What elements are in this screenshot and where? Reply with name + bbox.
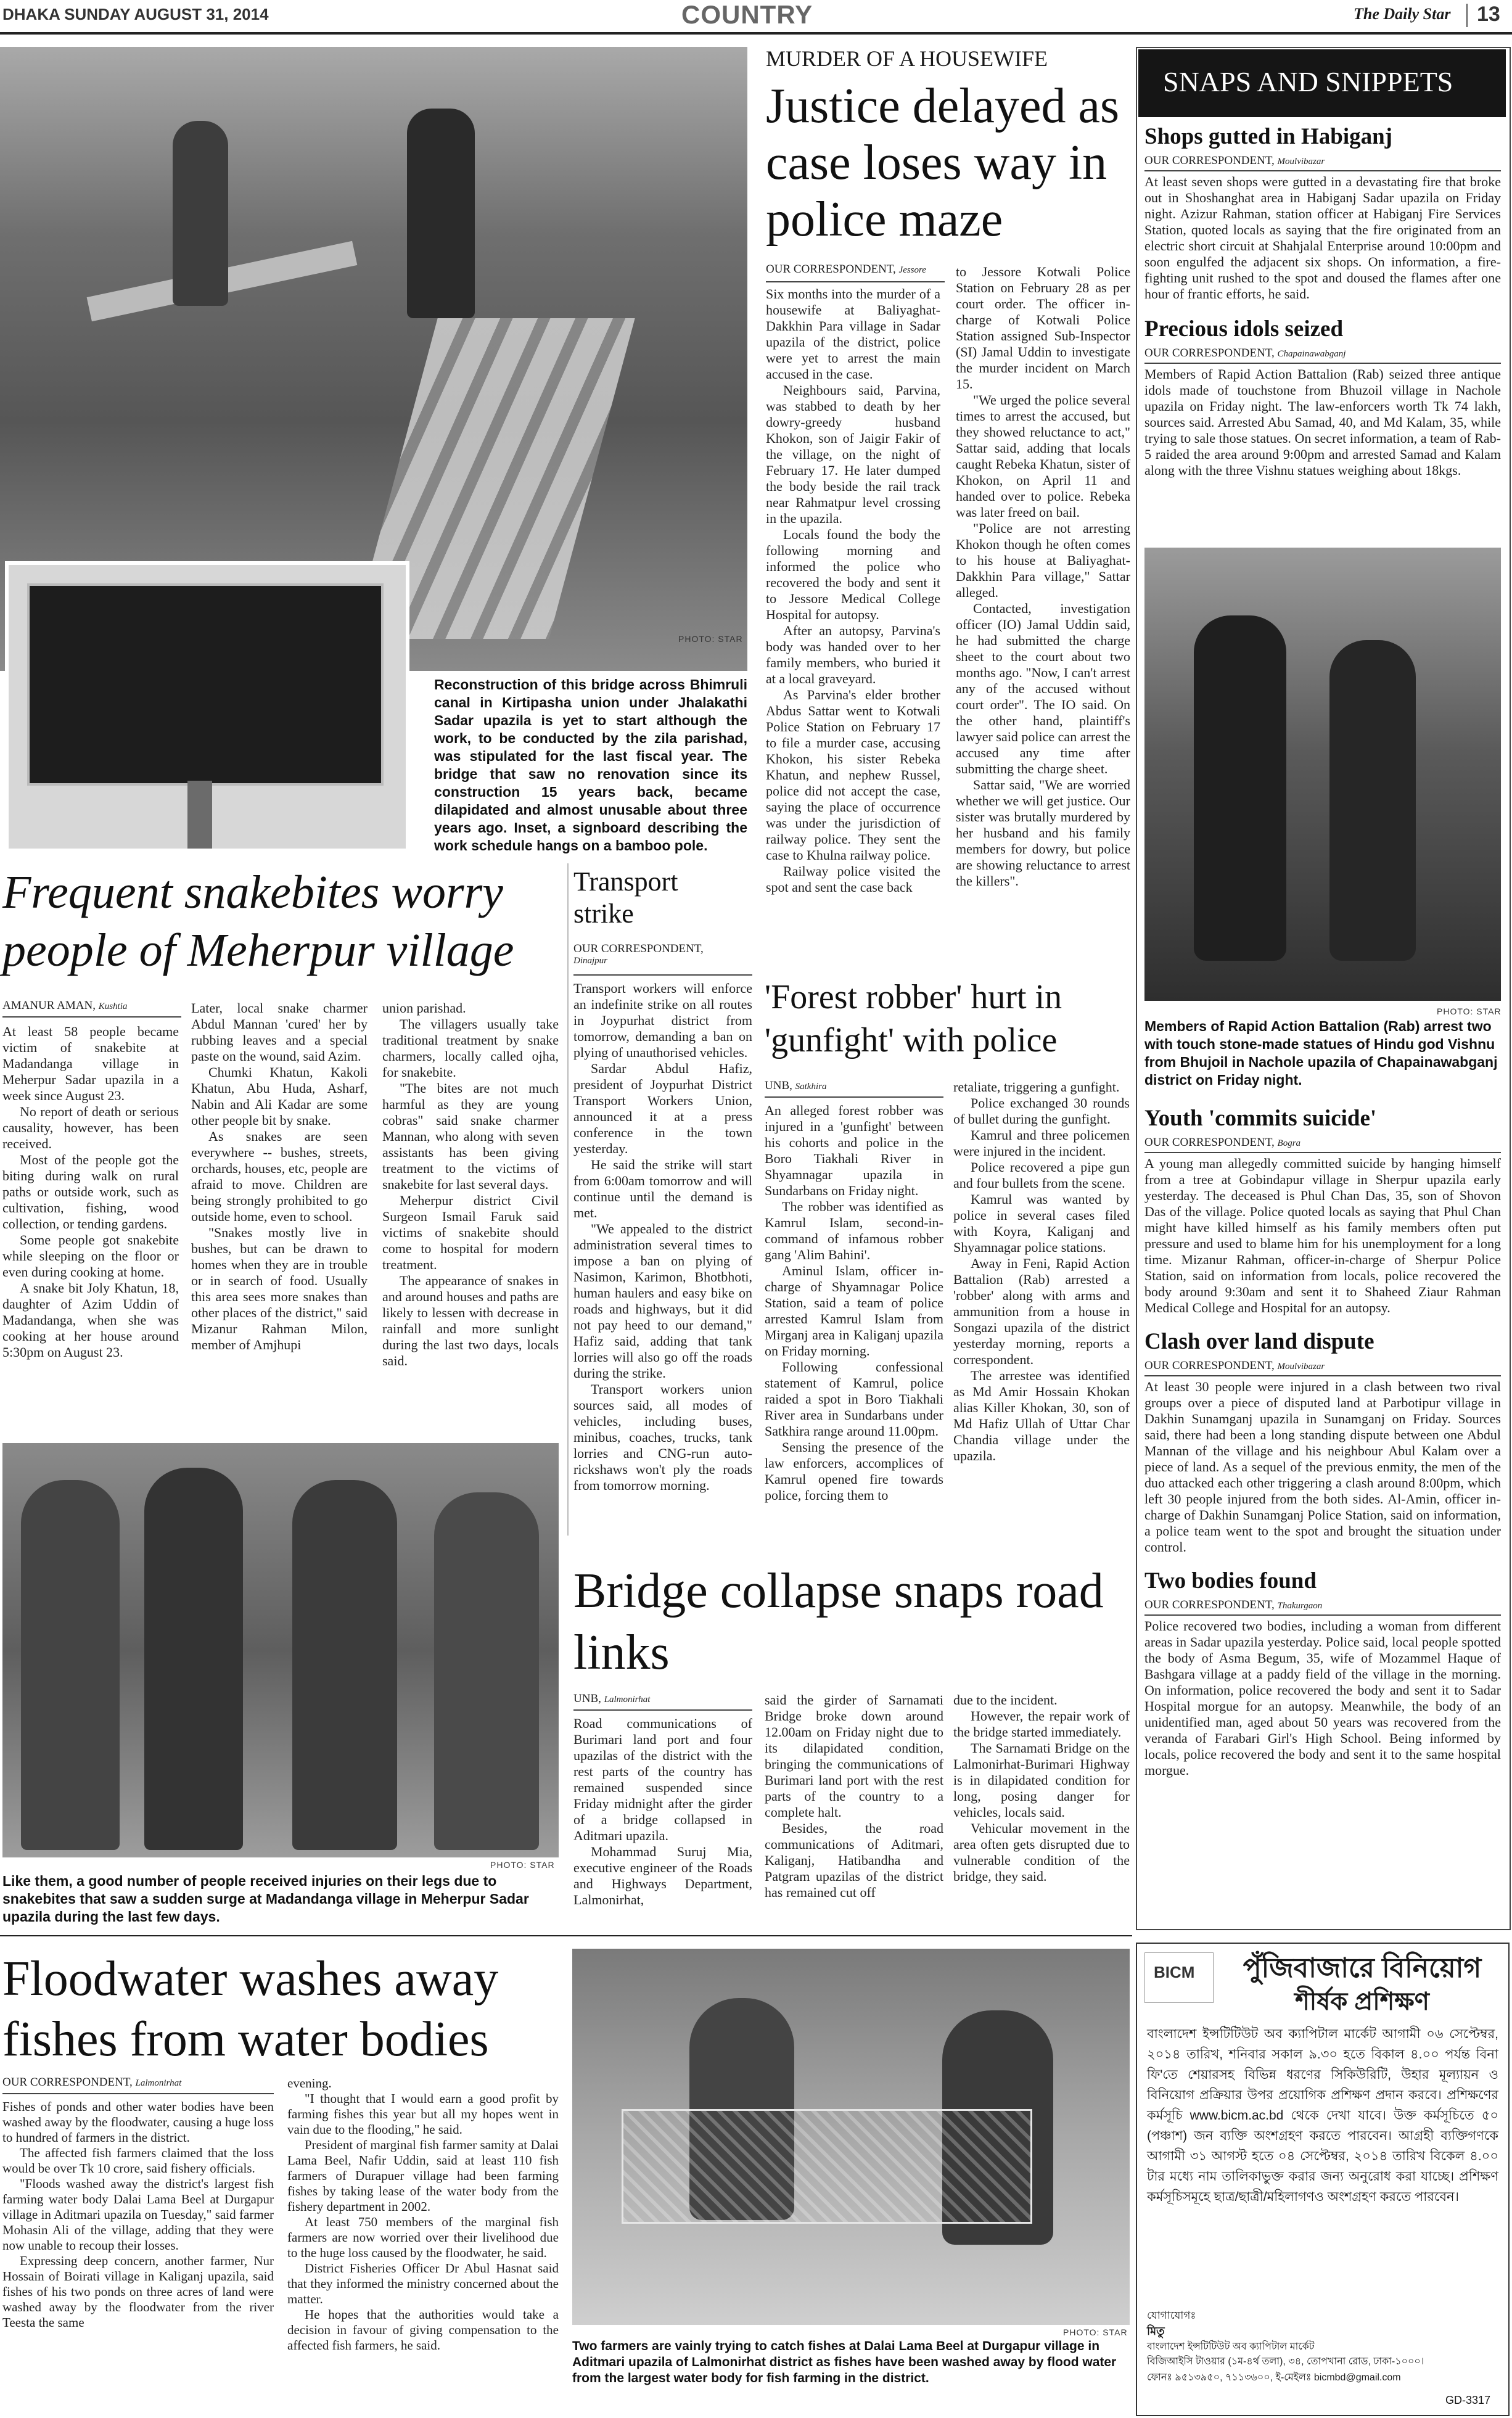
ad-contact-name: মিতু (1147, 2325, 1165, 2337)
ad-contact-address: বাংলাদেশ ইন্সটিটিউট অব ক্যাপিটাল মার্কেট (1147, 2342, 1315, 2352)
page-number: 13 (1477, 2, 1500, 26)
paragraph: The villagers usually take traditional treatment by snake charmers, locally called ojha, for snakebite. (382, 1016, 559, 1080)
bicm-ad (1136, 1943, 1510, 2416)
idols-photo-caption: Members of Rapid Action Battalion (Rab) arrest two with touch stone-made statues of Hindu god Vishnu from Bhujoil in Nachole upazila of Chapainawabganj district on Friday night. (1144, 1018, 1498, 1088)
byline-place: Moulvibazar (1277, 1362, 1325, 1371)
ad-title-1: পুঁজিবাজারে বিনিয়োগ (1243, 1953, 1482, 1983)
paragraph: District Fisheries Officer Dr Abul Hasnat said that they informed the ministry concerned about the matter. (287, 2261, 559, 2306)
figure-boy (173, 121, 228, 306)
byline-place: Thakurgaon (1277, 1601, 1323, 1611)
forest-byline (765, 1079, 826, 1093)
flood-photo-credit: PHOTO: STAR (1063, 2327, 1128, 2337)
snakebite-byline-rule (2, 1016, 181, 1018)
paragraph: However, the repair work of the bridge started immediately. (953, 1708, 1130, 1740)
transport-byline (573, 942, 752, 966)
snaps-banner (1138, 49, 1506, 117)
ad-contact-phone: ফোনঃ ৯৫১৩৯৫০, ৭১১৩৬০০, ই-মেইলঃ bicmbd@gmail.com (1147, 2372, 1401, 2383)
snippet-text: At least seven shops were gutted in a devastating fire that broke out in Shoshanghat area in Habiganj Sadar upazila on Friday night. Azizur Rahman, station officer at Habiganj Fire Services Station, quoted locals as saying that the fire originated from an electric short circuit at Shahjalal Enterprise around 10:00pm and soon engulfed the adjacent six shops. On information, a fire-fighting unit rushed to the spot and doused the flames after one hour of frantic efforts, he said. (1144, 174, 1501, 302)
forest-byline-rule (765, 1096, 943, 1098)
byline-name: OUR CORRESPONDENT, (766, 263, 896, 276)
idols-photo (1144, 548, 1501, 1001)
murder-byline (766, 263, 926, 276)
paragraph: After an autopsy, Parvina's body was handed over to her family members, who buried it at a local graveyard. (766, 623, 940, 686)
snippet-text: A young man allegedly committed suicide by hanging himself from a tree at Gobindapur village in Sherpur upazila early yesterday. The deceased is Phul Chan Das, 35, son of Shovon Das of the village. Police quoted locals as saying that Phul Chan might have killed himself as his family members often put pressure and used to blame him for his unemployment for a long time. Mizanur Rahman, officer-in-charge of Sherpur Police Station, said on information from locals, police recovered the body around 9:30am and sent it to Shaheed Ziaur Rahman Medical College and Hospital for an autopsy. (1144, 1156, 1501, 1315)
snippet-byline (1144, 1359, 1501, 1373)
byline-name: OUR CORRESPONDENT, (1144, 1598, 1275, 1611)
paragraph: "We urged the police several times to arrest the accused, but they showed reluctance to act," Sattar said, adding that locals caught Rebeka Khatun, sister of Khokon, on April 11 and handed over to police. Rebeka was later freed on bail. (956, 392, 1130, 520)
byline-place: Moulvibazar (1277, 157, 1325, 167)
byline-place: Satkhira (795, 1082, 827, 1092)
byline-name: OUR CORRESPONDENT, (2, 2076, 133, 2089)
paragraph: Kamrul and three policemen were injured in the incident. (953, 1127, 1130, 1159)
paragraph: Besides, the road communications of Aditmari, Kaliganj, Hatibandha and Patgram upazilas of the district has remained cut off (765, 1820, 943, 1900)
byline-place: Lalmonirhat (604, 1695, 651, 1705)
transport-body (573, 981, 752, 1494)
dateline: DHAKA SUNDAY AUGUST 31, 2014 (2, 5, 269, 23)
snippet-byline (1144, 1598, 1501, 1612)
snaps-banner-text: SNAPS AND SNIPPETS (1163, 66, 1453, 97)
paragraph: Sensing the presence of the law enforcers, accomplices of Kamrul opened fire towards police, forcing them to (765, 1439, 943, 1503)
paragraph: The arrestee was identified as Md Amir Hossain Khokan alias Killer Khokan, 30, son of Md Hafiz Ullah of Uttar Char Chandia village under the upazila. (953, 1368, 1130, 1463)
snippet-byline (1144, 347, 1501, 360)
byline-rule (1144, 170, 1501, 171)
paragraph: union parishad. (382, 1000, 466, 1016)
byline-place: Bogra (1277, 1138, 1301, 1148)
signboard (27, 583, 384, 786)
snippet-title: Youth 'commits suicide' (1144, 1106, 1377, 1131)
idol-statue (1329, 640, 1416, 961)
byline-rule (1144, 363, 1501, 364)
snippet-text: At least 30 people were injured in a clash between two rival groups over a piece of disputed land at Parbotipur village in Dakhin Sunamganj upazila in Sunamganj on Friday. Sources said, there had been a long standing dispute between one Abdul Mannan of the village and his neighbour Abul Kalam over a piece of land. As a sequel of the previous enmity, the men of the duo attacked each other triggering a clash around 8:00pm, which left 30 people injured from the both sides. Al-Amin, officer in-charge of Dakhin Sunamganj Police Station, said on information, a police team went to the spot and brought the situation under control. (1144, 1379, 1501, 1555)
paragraph: Following confessional statement of Kamrul, police raided a spot in Boro Tiakhali River area in Sundarbans under Satkhira range around 11.00pm. (765, 1359, 943, 1439)
byline-name: UNB, (573, 1692, 601, 1705)
byline-place: Chapainawabganj (1277, 349, 1346, 359)
masthead-rule (0, 32, 1512, 35)
snippet-byline (1144, 154, 1501, 168)
snaps-items-top (1144, 123, 1501, 479)
flood-photo-caption: Two farmers are vainly trying to catch fishes at Dalai Lama Beel at Durgapur village in Aditmari upazila of Lalmonirhat district as fishes have been washed away by flood water from the largest water body for fish farming in the district. (572, 2339, 1117, 2385)
paragraph: Some people got snakebite while sleeping on the floor or even during cooking at home. (2, 1232, 179, 1280)
byline-rule (1144, 1152, 1501, 1153)
paragraph: Mohammad Suruj Mia, executive engineer of the Roads and Highways Department, Lalmonirhat, (573, 1844, 752, 1907)
masthead-divider (1466, 4, 1468, 27)
snippet-text: Police recovered two bodies, including a woman from different areas in Sadar upazila yesterday. Police said, local people spotted the body of Asma Begum, 35, wife of Mozammel Haque of Bashgara village at a paddy field of the village in the morning. On information, police recovered the body and sent it to Sadar Hospital morgue for an autopsy. Meanwhile, the body of an unidentified man, aged about 50 years was recovered from the veranda of Farabari Girl's High School. Being informed by locals, police recovered the body and sent it to the same hospital morgue. (1144, 1618, 1501, 1778)
ad-contact-label: যোগাযোগঃ (1147, 2309, 1196, 2321)
paragraph: to Jessore Kotwali Police Station on February 28 as per court order. The officer in-charge of Kotwali Police Station assigned Sub-Inspector (SI) Jamal Uddin to investigate the murder incident on March 15. (956, 264, 1130, 392)
bridge-col-3 (953, 1692, 1130, 1885)
signboard-inset (5, 561, 409, 852)
snippet-byline (1144, 1136, 1501, 1149)
flood-photo (572, 1949, 1130, 2325)
snippet-title: Shops gutted in Habiganj (1144, 124, 1392, 149)
snakebite-col-2 (191, 1000, 368, 1353)
paragraph: evening. (287, 2076, 332, 2091)
paragraph: Six months into the murder of a housewife at Baliyaghat-Dakkhin Para village in Sadar upazila of the district, police were yet to arrest the main accused in the case. (766, 286, 940, 382)
snakebite-col-1 (2, 1024, 179, 1360)
paragraph: Kamrul was wanted by police in several cases filed with Koyra, Kaliganj and Shyamnagar police stations. (953, 1191, 1130, 1255)
paragraph: An alleged forest robber was injured in a 'gunfight' between his cohorts and police in the Boro Tiakhali River in Shyamnagar upazila in Sundarbans on Friday night. (765, 1103, 943, 1198)
paragraph: At least 750 members of the marginal fish farmers are now worried over their livelihood due to the huge loss caused by the floodwater, he said. (287, 2214, 559, 2260)
paragraph: Police recovered a pipe gun and four bullets from the scene. (953, 1159, 1130, 1191)
snippet-text: Members of Rapid Action Battalion (Rab) seized three antique idols made of touchstone from Bhuzoil village in Nachole upazila on Friday night. The law-enforcers worth Tk 74 lakh, sources said. Arrested Abu Samad, 40, and Md Kalam, 35, while trying to sale those statues. On secret information, a team of Rab-5 raided the area around 9:00pm and arrested Samad and Kalam along with the three Vishnu statues weighing about 18kgs. (1144, 366, 1501, 478)
murder-col-1 (766, 286, 940, 895)
paragraph: Expressing deep concern, another farmer, Nur Hossain of Boirati village in Kaliganj upazila, said fishes of his two ponds on three acres of land were washed away by the floodwater from the river Teesta the same (2, 2253, 274, 2330)
person-figure (21, 1480, 120, 1850)
paragraph: Neighbours said, Parvina, was stabbed to death by her dowry-greedy husband Khokon, son of Jaigir Fakir of the village, on the night of February 17. He later dumped the body beside the rail track near Rahmatpur level crossing in the upazila. (766, 382, 940, 526)
paragraph: Sattar said, "We are worried whether we will get justice. Our sister was brutally murdered by her husband and his family members for dowry, but police are showing reluctance to arrest the killers". (956, 777, 1130, 889)
paragraph: He said the strike will start from 6:00am tomorrow and will continue until the demand is met. (573, 1157, 752, 1220)
bridge-photo-credit: PHOTO: STAR (678, 634, 743, 644)
murder-kicker: MURDER OF A HOUSEWIFE (766, 46, 1048, 71)
byline-rule (1144, 1614, 1501, 1616)
paragraph: Away in Feni, Rapid Action Battalion (Rab) arrested a 'robber' along with arms and ammunition from a house in Songazi upazila of the district yesterday morning, reports a correspondent. (953, 1256, 1130, 1367)
paragraph: Police exchanged 30 rounds of bullet during the gunfight. (953, 1095, 1130, 1127)
snaps-items-bottom (1144, 1105, 1501, 1779)
paragraph: Transport workers union sources said, all modes of vehicles, including buses, minibus, coaches, trucks, tank lorries and CNG-run auto-rickshaws won't ply the roads from tomorrow morning. (573, 1381, 752, 1493)
paragraph: "The bites are not much harmful as they are young cobras" said snake charmer Mannan, who along with seven assistants has been giving treatment to the victims of snakebite for last several days. (382, 1080, 559, 1192)
idols-photo-credit: PHOTO: STAR (1437, 1006, 1502, 1016)
flood-byline (2, 2076, 181, 2089)
paragraph: Locals found the body the following morning and informed the police who recovered the body and sent it to Jessore Medical College Hospital for autopsy. (766, 527, 940, 622)
snippet-title: Two bodies found (1144, 1568, 1317, 1593)
ad-code: GD-3317 (1445, 2394, 1491, 2406)
bicm-logo (1144, 1952, 1214, 2003)
paragraph: Vehicular movement in the area often gets disrupted due to vulnerable condition of the bridge, they said. (953, 1820, 1130, 1884)
paragraph: due to the incident. (953, 1692, 1058, 1708)
flood-byline-rule (2, 2093, 274, 2094)
ad-contact-address-2: বিজিআইসি টাওয়ার (১ম-৪র্থ তলা), ৩৪, তোপখানা রোড, ঢাকা-১০০০। (1147, 2356, 1424, 2367)
flood-col-2 (287, 2076, 559, 2353)
paragraph: Railway police visited the spot and sent the case back (766, 863, 940, 895)
byline-name: UNB, (765, 1079, 792, 1092)
paragraph: The appearance of snakes in and around houses and paths are likely to lessen with decrease in rainfall and more sunlight during the last two days, locals said. (382, 1273, 559, 1368)
murder-col-2 (956, 264, 1130, 889)
forest-headline: 'Forest robber' hurt in 'gunfight' with police (765, 978, 1062, 1059)
ad-title-2: শীর্ষক প্রশিক্ষণ (1295, 1988, 1429, 2015)
snippet-title: Clash over land dispute (1144, 1329, 1374, 1354)
paragraph: At least 58 people became victim of snakebite at Madandanga village in Meherpur Sadar upazila in a week since August 23. (2, 1024, 179, 1103)
snakebite-photo-credit: PHOTO: STAR (490, 1860, 555, 1870)
masthead (0, 0, 1512, 32)
paragraph: Most of the people got the biting during walk on rural paths or outside work, such as cultivation, fishing, wood collection, or tending gardens. (2, 1152, 179, 1232)
transport-headline: Transport strike (573, 866, 678, 929)
bicm-logo-text: BICM (1154, 1963, 1195, 1981)
snakebite-col-3 (382, 1000, 559, 1369)
paragraph: Fishes of ponds and other water bodies have been washed away by the floodwater, causing a huge loss to hundred of farmers in the district. (2, 2099, 274, 2145)
paragraph: "Floods washed away the district's largest fish farming water body Dalai Lama Beel at Durgapur village in Aditmari upazila on Tuesday," said farmer Mohasin Ali of the village, adding that they were now unable to recoup their losses. (2, 2176, 274, 2253)
bridge-byline (573, 1692, 650, 1706)
murder-headline: Justice delayed as case loses way in police maze (766, 79, 1120, 247)
paragraph: Chumki Khatun, Kakoli Khatun, Abu Huda, Asharf, Nabin and Ali Kadar are some other people bit by snake. (191, 1064, 368, 1128)
byline-place: Lalmonirhat (135, 2078, 182, 2088)
paper-name: The Daily Star (1354, 5, 1451, 23)
paragraph: A snake bit Joly Khatun, 18, daughter of Azim Uddin of Madandanga, when she was cooking at her house around 5:30pm on August 23. (2, 1280, 179, 1360)
bridge-byline-rule (573, 1709, 752, 1711)
paragraph: Transport workers will enforce an indefinite strike on all routes in Joypurhat district from tomorrow, demanding a ban on plying of unauthorised vehicles. (573, 981, 752, 1060)
paragraph: The Sarnamati Bridge on the Lalmonirhat-Burimari Highway is in dilapidated condition for long, posing danger for vehicles, locals said. (953, 1740, 1130, 1820)
person-figure (292, 1480, 397, 1850)
paragraph: Meherpur district Civil Surgeon Ismail Faruk said victims of snakebite should come to hospital for modern treatment. (382, 1193, 559, 1272)
paragraph: He hopes that the authorities would take a decision in favour of giving compensation to the affected fish farmers, he said. (287, 2307, 559, 2353)
paragraph: As Parvina's elder brother Abdus Sattar went to Kotwali Police Station on February 17 to file a murder case, accusing Khokon, his sister Rebeka Khatun, and nephew Russel, police did not accept the case, saying the place of occurrence was under the jurisdiction of railway police. They sent the case to Khulna railway police. (766, 687, 940, 863)
bridge-headline: Bridge collapse snaps road links (573, 1564, 1104, 1680)
paragraph: President of marginal fish farmer samity at Dalai Lama Beel, Nafir Uddin, said at least 110 fish farmers of Durapuer village had been farming fishes by taking lease of the water body from the fishery department in 2002. (287, 2137, 559, 2214)
section-title: COUNTRY (681, 0, 813, 29)
bridge-col-2 (765, 1692, 943, 1901)
paragraph: said the girder of Sarnamati Bridge broke down around 12.00am on Friday night due to its dilapidated condition, bringing the communications of Burimari land port with the rest parts of the country to a complete halt. (765, 1692, 943, 1820)
paragraph: As snakes are seen everywhere -- bushes, streets, orchards, houses, etc, people are afraid to move. Children are being strongly prohibited to go outside home, even to school. (191, 1129, 368, 1224)
paragraph: Aminul Islam, officer in-charge of Shyamnagar Police Station, said a team of police arrested Kamrul Islam from Mirganj area in Kaliganj upazila on Friday morning. (765, 1263, 943, 1359)
paragraph: The affected fish farmers claimed that the loss would be over Tk 10 crore, said fishery officials. (2, 2145, 274, 2176)
person-figure (434, 1492, 539, 1850)
byline-place: Jessore (898, 265, 926, 275)
forest-col-2 (953, 1079, 1130, 1464)
paragraph: No report of death or serious causality, however, has been received. (2, 1104, 179, 1151)
fishing-net (622, 2109, 1032, 2224)
paragraph: Sardar Abdul Hafiz, president of Joypurhat District Transport Workers Union, announced it at a press conference in the town yesterday. (573, 1061, 752, 1156)
flood-top-rule (0, 1935, 1132, 1936)
person-figure (144, 1468, 243, 1850)
paragraph: The robber was identified as Kamrul Islam, second-in-command of infamous robber gang 'Alim Bahini'. (765, 1199, 943, 1262)
byline-name: OUR CORRESPONDENT, (573, 942, 704, 955)
byline-name: OUR CORRESPONDENT, (1144, 1359, 1275, 1372)
paragraph: Later, local snake charmer Abdul Mannan 'cured' her by rubbing leaves and a special paste on the wound, said Azim. (191, 1000, 368, 1064)
snakebite-photo (2, 1443, 559, 1857)
flood-headline: Floodwater washes away fishes from water bodies (2, 1952, 499, 2066)
snippet (1144, 316, 1501, 479)
paragraph: Contacted, investigation officer (IO) Jamal Uddin said, he had submitted the charge sheet to the court about two months ago. "Now, I can't arrest any of the accused without court order". The IO said. On the other hand, plaintiff's lawyer said police can arrest the accused any time after submitting the charge sheet. (956, 601, 1130, 776)
byline-name: OUR CORRESPONDENT, (1144, 1136, 1275, 1149)
murder-byline-rule (766, 281, 945, 282)
paragraph: "Snakes mostly live in bushes, but can be drawn to homes when they are in trouble or in search of food. Usually this area sees more snakes than other places of the district," said Mizanur Rahman Milon, member of Amjhupi (191, 1225, 368, 1352)
snippet (1144, 123, 1501, 302)
paragraph: retaliate, triggering a gunfight. (953, 1079, 1120, 1095)
byline-place: Dinajpur (573, 956, 608, 966)
byline-rule (1144, 1375, 1501, 1376)
snakebite-headline: Frequent snakebites worry people of Meherpur village (2, 866, 514, 976)
snippet (1144, 1568, 1501, 1779)
transport-rule (567, 863, 569, 1536)
figure-man (407, 109, 475, 318)
bridge-photo-caption: Reconstruction of this bridge across Bhimruli canal in Kirtipasha union under Jhalakathi Sadar upazila is yet to start although the work, to be conducted by the zila parishad, was stipulated for the last fiscal year. The bridge that saw no renovation since its construction 15 years back, became dilapidated and almost unusable about three years ago. Inset, a signboard describing the work schedule hangs on a bamboo pole. (434, 676, 747, 853)
byline-name: OUR CORRESPONDENT, (1144, 347, 1275, 360)
snakebite-photo-caption: Like them, a good number of people received injuries on their legs due to snakebites that saw a sudden surge at Madandanga village in Meherpur Sadar upazila during the last few days. (2, 1873, 529, 1925)
flood-col-1 (2, 2099, 274, 2330)
bridge-col-1 (573, 1716, 752, 1908)
snippet (1144, 1105, 1501, 1316)
ad-body: বাংলাদেশ ইন্সটিটিউট অব ক্যাপিটাল মার্কেট আগামী ০৬ সেপ্টেম্বর, ২০১৪ তারিখ, শনিবার সকাল ৯.৩০ হতে বিকাল ৪.০০ পর্যন্ত বিনা ফি'তে শেয়ারসহ বিভিন্ন ধরণের সিকিউরিটি, উহার মূল্যায়ন ও বিনিয়োগ প্রক্রিয়ার উপর প্রয়োগিক প্রশিক্ষণ প্রদান করবে। প্রশিক্ষণের কর্মসূচি www.bicm.ac.bd থেকে দেখা যাবে। উক্ত কর্মসূচিতে ৫০ (পঞ্চাশ) জন ব্যক্তি অংশগ্রহণ করতে পারবেন। আগ্রহী ব্যক্তিগণকে আগামী ৩১ আগস্ট হতে ০৪ সেপ্টেম্বর, ২০১৪ তারিখ বিকেল ৪.০০ টার মধ্যে নাম তালিকাভুক্ত করার জন্য অনুরোধ করা যাচ্ছে। প্রশিক্ষণ কর্মসূচিসমূহে ছাত্র/ছাত্রী/মহিলাগণও অংশগ্রহণ করতে পারবেন। (1147, 2027, 1498, 2204)
snippet (1144, 1328, 1501, 1555)
forest-col-1 (765, 1103, 943, 1503)
snippet-title: Precious idols seized (1144, 316, 1344, 342)
byline-name: OUR CORRESPONDENT, (1144, 154, 1275, 167)
paragraph: "Police are not arresting Khokon though he often comes to his house at Baliyaghat-Dakkhin Para village," Sattar alleged. (956, 520, 1130, 600)
transport-byline-rule (573, 974, 752, 976)
snakebite-byline (2, 999, 127, 1013)
signboard-pole (187, 781, 212, 849)
idol-statue (1194, 615, 1286, 961)
paragraph: "We appealed to the district administration several times to impose a ban on plying of Nasimon, Karimon, Bhotbhoti, human haulers and easy bike on roads and highways, but it did not pay heed to our demand," Hafiz said, adding that tank lorries will also go off the roads during the strike. (573, 1221, 752, 1381)
paragraph: Road communications of Burimari land port and four upazilas of the district with the rest parts of the country has remained suspended since Friday midnight after the girder of a bridge collapsed in Aditmari upazila. (573, 1716, 752, 1843)
paragraph: "I thought that I would earn a good profit by farming fishes this year but all my hopes went in vain due to the flooding," he said. (287, 2091, 559, 2137)
byline-place: Kushtia (98, 1001, 128, 1011)
byline-name: AMANUR AMAN, (2, 999, 96, 1012)
